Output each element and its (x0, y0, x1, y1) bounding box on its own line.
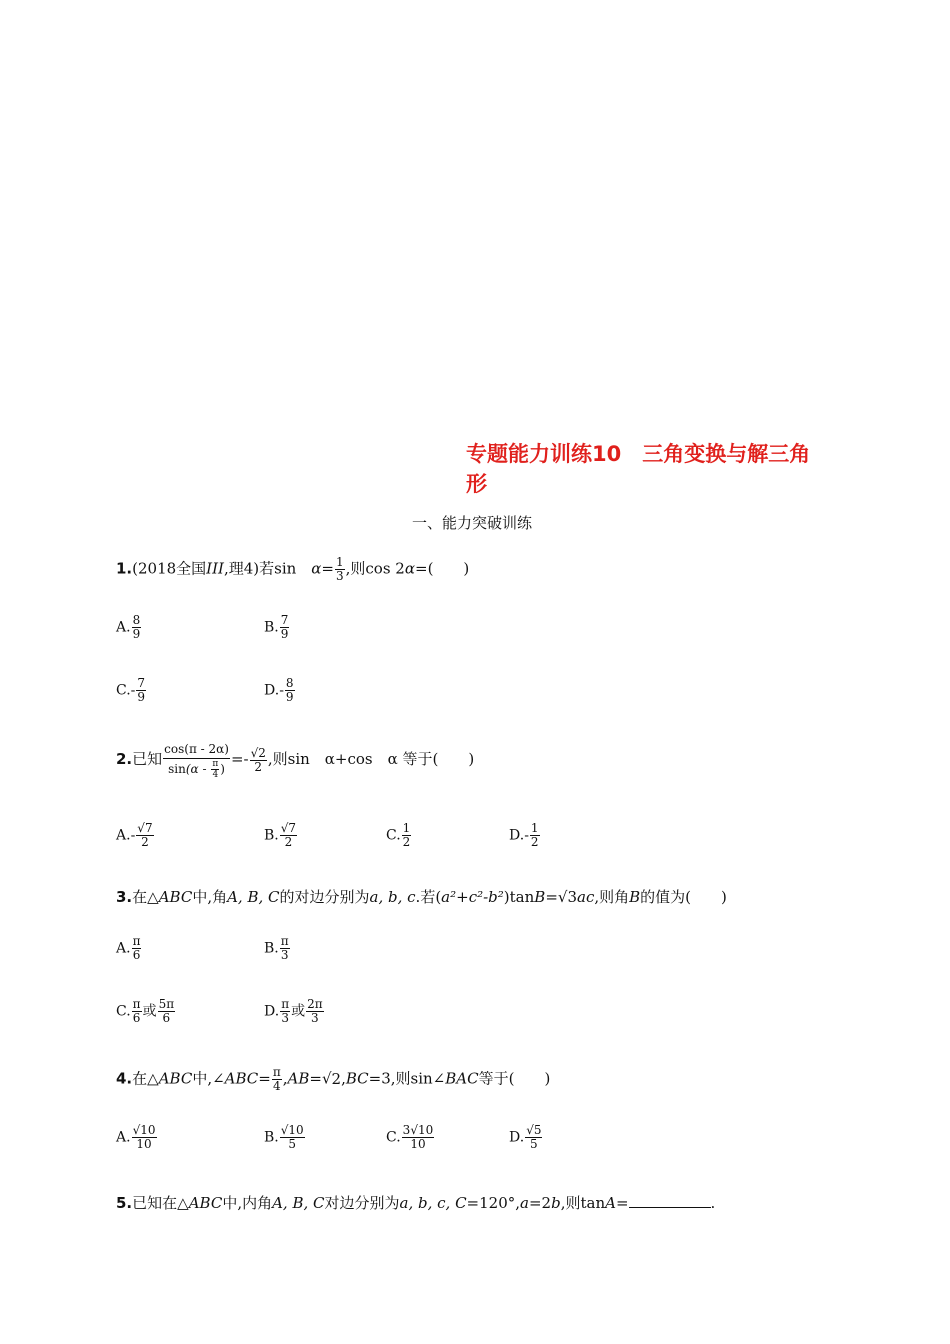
numerator: √10 (280, 1123, 304, 1137)
numerator: π (272, 1065, 281, 1079)
denominator: 2 (530, 835, 539, 849)
equals: = (258, 1069, 271, 1088)
option-fraction (280, 822, 297, 849)
question-4: 4.在△ABC中,∠ABC= $\frac{\pi}{4}$ ,AB=√2,BC=3,则sin∠BAC等于( ) (116, 1065, 551, 1093)
denominator: 6 (162, 1011, 171, 1025)
or-text: 或 (142, 1003, 157, 1020)
side-a: a (520, 1194, 529, 1212)
question-text: 的值为( ) (640, 888, 727, 906)
question-number: 5. (116, 1194, 133, 1212)
question-text: =2 (528, 1194, 552, 1212)
option-label: A. (116, 1129, 131, 1146)
question-1 (116, 556, 469, 583)
denominator: 2 (254, 759, 263, 774)
coefficient: 3 (402, 1123, 411, 1137)
numerator: π (212, 759, 219, 769)
option-d[interactable] (509, 822, 541, 849)
option-label: C. (386, 1129, 401, 1146)
option-c[interactable] (386, 822, 412, 849)
question-text: ,则cos 2 (345, 559, 405, 578)
option-fraction (280, 998, 290, 1025)
alpha-symbol: α (404, 559, 415, 578)
numerator: π (132, 997, 141, 1011)
ac-term: ac (577, 888, 595, 906)
numerator: 2π (307, 997, 323, 1011)
option-a[interactable] (116, 1124, 158, 1151)
question-text: 已知在△ (132, 1194, 189, 1212)
denominator: 4 (212, 770, 219, 780)
option-fraction (402, 822, 412, 849)
expression: a²+c²-b² (441, 888, 504, 906)
numerator: √10 (132, 1123, 156, 1137)
question-text: 的对边分别为 (279, 888, 370, 906)
numerator: √5 (526, 1123, 542, 1137)
option-label: C. (116, 1003, 131, 1020)
option-fraction (530, 822, 540, 849)
denominator: 9 (285, 690, 294, 704)
question-3: 3.在△ABC中,角A, B, C的对边分别为a, b, c.若(a²+c²-b²)tanB=√3ac,则角B的值为( ) (116, 888, 727, 906)
question-text: ,则sin α+cos α 等于( ) (267, 750, 475, 768)
option-sign: - (524, 827, 529, 844)
question-text: ,则角 (594, 888, 630, 906)
option-c[interactable] (116, 677, 147, 704)
side-bc: BC (345, 1069, 369, 1088)
option-fraction (132, 998, 142, 1025)
rhs-fraction (250, 747, 267, 774)
denominator (167, 759, 226, 780)
denominator: 9 (280, 627, 289, 641)
option-fraction (525, 1124, 542, 1151)
option-fraction-2 (306, 998, 324, 1025)
option-label: C. (116, 682, 131, 699)
denominator: 5 (530, 1137, 538, 1151)
side-names: a, b, c (369, 888, 416, 906)
denominator: 6 (132, 1011, 141, 1025)
page-title: 专题能力训练10 三角变换与解三角 (466, 442, 811, 466)
paren-text: (α - (185, 762, 211, 776)
numerator: 1 (402, 821, 411, 835)
equals: =- (230, 750, 249, 768)
option-label: D. (264, 682, 280, 699)
question-5 (116, 1192, 715, 1213)
option-label: B. (264, 619, 279, 636)
numerator: 1 (336, 555, 344, 569)
comma: , (282, 1069, 288, 1088)
denominator: 9 (137, 690, 146, 704)
angle-a: A (605, 1194, 616, 1212)
option-fraction (280, 1124, 305, 1151)
option-fraction (136, 822, 153, 849)
numerator: cos(π - 2α) (163, 740, 230, 759)
numerator: 5π (158, 997, 175, 1011)
equals: = (615, 1194, 629, 1212)
question-text: =( ) (415, 559, 470, 578)
denominator: 2 (141, 835, 149, 849)
option-sign: - (279, 682, 284, 699)
numerator: √2 (250, 745, 266, 760)
angle-name: ABC (224, 1069, 259, 1088)
option-fraction (132, 1124, 157, 1151)
denominator: 6 (132, 948, 141, 962)
option-label: B. (264, 827, 279, 844)
option-a[interactable] (116, 614, 142, 641)
denominator: 10 (410, 1137, 426, 1151)
denominator: 9 (132, 627, 141, 641)
option-label: D. (509, 827, 525, 844)
numerator: 7 (137, 676, 146, 690)
denominator: 2 (402, 835, 411, 849)
numerator: 8 (132, 613, 141, 627)
option-label: D. (264, 1003, 280, 1020)
question-text: 在△ (132, 888, 159, 906)
option-label: A. (116, 940, 131, 957)
question-number: 4. (116, 1069, 133, 1088)
option-b[interactable] (264, 614, 290, 641)
option-d[interactable] (264, 677, 296, 704)
comma: , (341, 1069, 346, 1088)
radicand: 2 (331, 1069, 342, 1088)
radicand: 5 (533, 1123, 542, 1137)
option-fraction (136, 677, 146, 704)
equals: = (309, 1069, 322, 1088)
denominator: 3 (336, 569, 344, 583)
equals: = (321, 559, 334, 578)
denominator: 3 (280, 948, 289, 962)
answer-blank[interactable] (629, 1193, 711, 1208)
denominator: 5 (288, 1137, 297, 1151)
numerator: √7 (137, 821, 153, 835)
numerator: π (280, 934, 289, 948)
question-2 (116, 740, 474, 780)
option-fraction (402, 1124, 435, 1151)
fraction (272, 1066, 282, 1093)
triangle-name: ABC (158, 1069, 193, 1088)
side-names: a, b, c, C (399, 1194, 467, 1212)
side-b: b (551, 1194, 561, 1212)
option-d[interactable] (264, 998, 325, 1025)
option-fraction-2 (158, 998, 176, 1025)
option-label: C. (386, 827, 401, 844)
option-fraction (280, 614, 290, 641)
option-label: B. (264, 940, 279, 957)
numerator: 8 (285, 676, 294, 690)
sin-text: sin (168, 762, 186, 776)
numerator: 7 (280, 613, 289, 627)
option-label: A. (116, 619, 131, 636)
alpha-symbol: α (311, 559, 322, 578)
angle-b: B (629, 888, 641, 906)
numerator: 1 (530, 821, 539, 835)
question-text: 在△ (132, 1069, 159, 1088)
section-heading: 一、能力突破训练 (412, 514, 533, 532)
angle-names: A, B, C (227, 888, 280, 906)
option-label: B. (264, 1129, 279, 1146)
denominator: 3 (311, 1011, 319, 1025)
option-a[interactable] (116, 935, 142, 962)
option-fraction (132, 935, 142, 962)
question-text: 对边分别为 (324, 1194, 400, 1212)
radicand: 7 (288, 821, 297, 835)
question-text: 中,∠ (192, 1069, 225, 1088)
triangle-name: ABC (158, 888, 193, 906)
question-text: 中,角 (192, 888, 228, 906)
paren-close: ) (220, 762, 225, 776)
denominator: 10 (136, 1137, 152, 1151)
question-source: (2018全国 (132, 559, 207, 578)
angle-b: B (534, 888, 546, 906)
question-text: )tan (503, 888, 535, 906)
option-sign: - (130, 827, 136, 844)
radicand: 10 (140, 1123, 156, 1137)
radicand: 3 (567, 888, 577, 906)
question-text: =120°, (466, 1194, 521, 1212)
question-text: =3,则sin∠ (368, 1069, 446, 1088)
option-d[interactable] (509, 1124, 543, 1151)
period: . (710, 1194, 716, 1212)
or-text: 或 (291, 1003, 306, 1020)
question-text: 等于( ) (478, 1069, 551, 1088)
fraction (335, 556, 345, 583)
numerator: 3√10 (402, 1123, 434, 1137)
inner-fraction (211, 759, 219, 780)
question-text: 中,内角 (222, 1194, 273, 1212)
side-ab: AB (287, 1069, 310, 1088)
angle-names: A, B, C (272, 1194, 325, 1212)
equals: = (545, 888, 558, 906)
option-b[interactable] (264, 1124, 306, 1151)
numerator: π (132, 934, 141, 948)
denominator: 2 (284, 835, 293, 849)
option-b[interactable] (264, 935, 291, 962)
question-number: 1. (116, 559, 133, 578)
option-fraction (285, 677, 295, 704)
option-label: A. (116, 827, 131, 844)
radicand: 7 (144, 821, 153, 835)
radicand: 10 (288, 1123, 304, 1137)
radicand: 10 (417, 1123, 434, 1137)
question-text: ,理4)若sin (223, 559, 312, 578)
option-label: D. (509, 1129, 525, 1146)
numerator: π (281, 997, 290, 1011)
roman-numeral: III (206, 559, 224, 578)
option-fraction (132, 614, 142, 641)
option-c[interactable] (116, 998, 176, 1025)
option-b[interactable] (264, 822, 298, 849)
option-sign: - (130, 682, 136, 699)
option-fraction (280, 935, 290, 962)
numerator: √7 (280, 821, 297, 835)
question-number: 3. (116, 888, 133, 906)
denominator: 3 (281, 1011, 289, 1025)
page-title-continued: 形 (466, 472, 487, 496)
question-text: .若( (415, 888, 442, 906)
angle-bac: BAC (445, 1069, 479, 1088)
option-a[interactable] (116, 822, 155, 849)
triangle-name: ABC (188, 1194, 223, 1212)
question-number: 2. (116, 750, 133, 768)
question-text: ,则tan (560, 1194, 606, 1212)
main-fraction (163, 740, 230, 780)
denominator: 4 (272, 1079, 281, 1093)
question-text: 已知 (132, 750, 163, 768)
option-c[interactable] (386, 1124, 435, 1151)
